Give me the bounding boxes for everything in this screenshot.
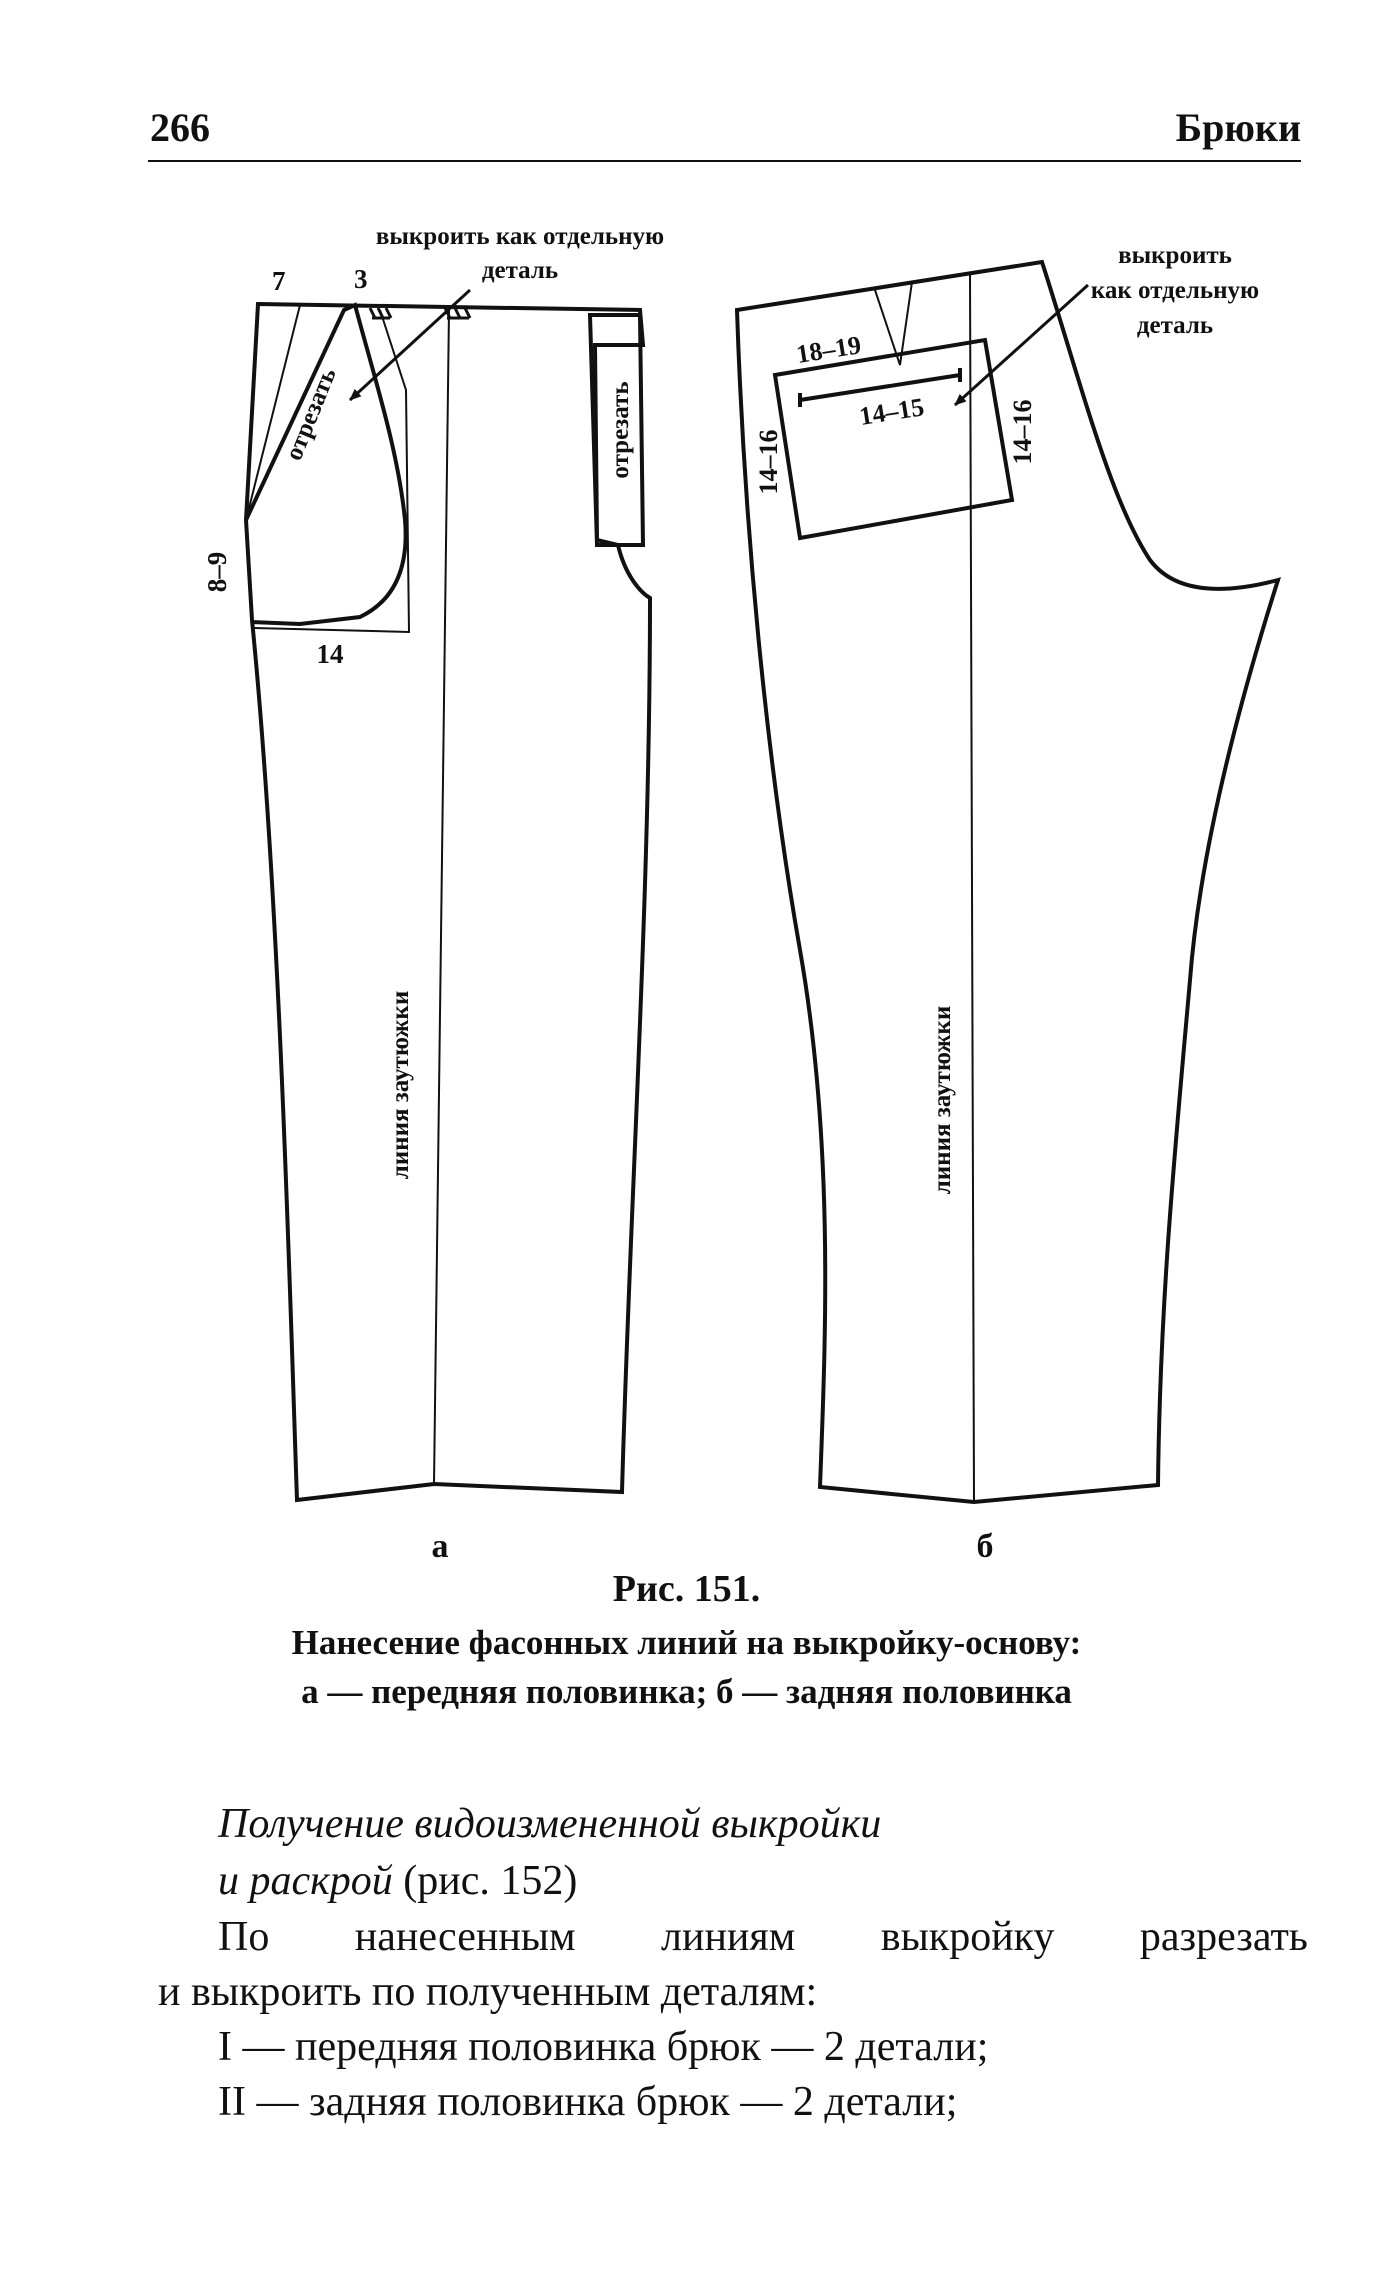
front-callout-line2: деталь <box>481 257 559 284</box>
front-dim-7: 7 <box>272 266 286 296</box>
section-title: Брюки <box>1175 105 1301 150</box>
list-item-1: I — передняя половинка брюк — 2 детали; <box>218 2024 989 2070</box>
front-dim-3: 3 <box>354 264 368 294</box>
front-outline <box>246 304 650 1500</box>
back-dim-14-15: 14–15 <box>857 392 927 432</box>
front-dim-8-9: 8–9 <box>202 551 232 593</box>
figure-number: Рис. 151. <box>612 1568 761 1610</box>
front-pocket-frame <box>252 310 409 632</box>
paragraph-word: линиям <box>661 1914 796 1960</box>
back-callout-line3: деталь <box>1136 312 1214 339</box>
section-heading-line-1: Получение видоизмененной выкройки <box>218 1801 882 1847</box>
back-crease-line <box>970 275 974 1502</box>
front-pocket-guide <box>246 305 300 520</box>
paragraph-word: По <box>218 1914 270 1960</box>
back-dim-14-16-right: 14–16 <box>1008 399 1037 465</box>
paragraph-word: выкройку <box>880 1914 1055 1960</box>
back-callout-line2: как отдельную <box>1090 277 1260 304</box>
back-letter: б <box>976 1528 994 1560</box>
back-pocket-outline <box>775 340 1012 538</box>
paragraph-word: нанесенным <box>354 1914 576 1960</box>
back-dim-14-16-left: 14–16 <box>754 429 783 495</box>
front-cut-label: отрезать <box>280 364 342 465</box>
back-crease-label: линия заутюжки <box>929 1005 956 1195</box>
front-dim-14: 14 <box>316 639 344 669</box>
back-dim-18-19: 18–19 <box>794 330 864 370</box>
back-half <box>737 242 1278 1560</box>
back-callout-line1: выкроить <box>1118 242 1232 269</box>
caption-line-2: а — передняя половинка; б — задняя половинка <box>301 1672 1072 1711</box>
front-letter: а <box>431 1528 449 1560</box>
paragraph-line-1 <box>218 1913 1308 1961</box>
section-heading-line-2 <box>218 1857 577 1905</box>
front-callout-line1: выкроить как отдельную <box>375 223 665 250</box>
section-heading-ref: (рис. 152) <box>403 1858 578 1904</box>
front-notches <box>370 308 470 318</box>
page-number: 266 <box>150 105 210 150</box>
front-crease-label: линия заутюжки <box>387 990 414 1180</box>
list-item-2: II — задняя половинка брюк — 2 детали; <box>218 2079 958 2125</box>
front-pocket-curve <box>246 305 406 624</box>
paragraph-word: разрезать <box>1139 1914 1308 1960</box>
section-heading-italic: и раскрой <box>218 1858 393 1904</box>
paragraph-line-2: и выкроить по полученным деталям: <box>158 1969 818 2015</box>
caption-line-1: Нанесение фасонных линий на выкройку-основу: <box>291 1623 1082 1662</box>
front-half <box>202 223 664 1560</box>
front-crease-line <box>434 310 449 1484</box>
front-belt-cut-label: отрезать <box>607 381 634 479</box>
